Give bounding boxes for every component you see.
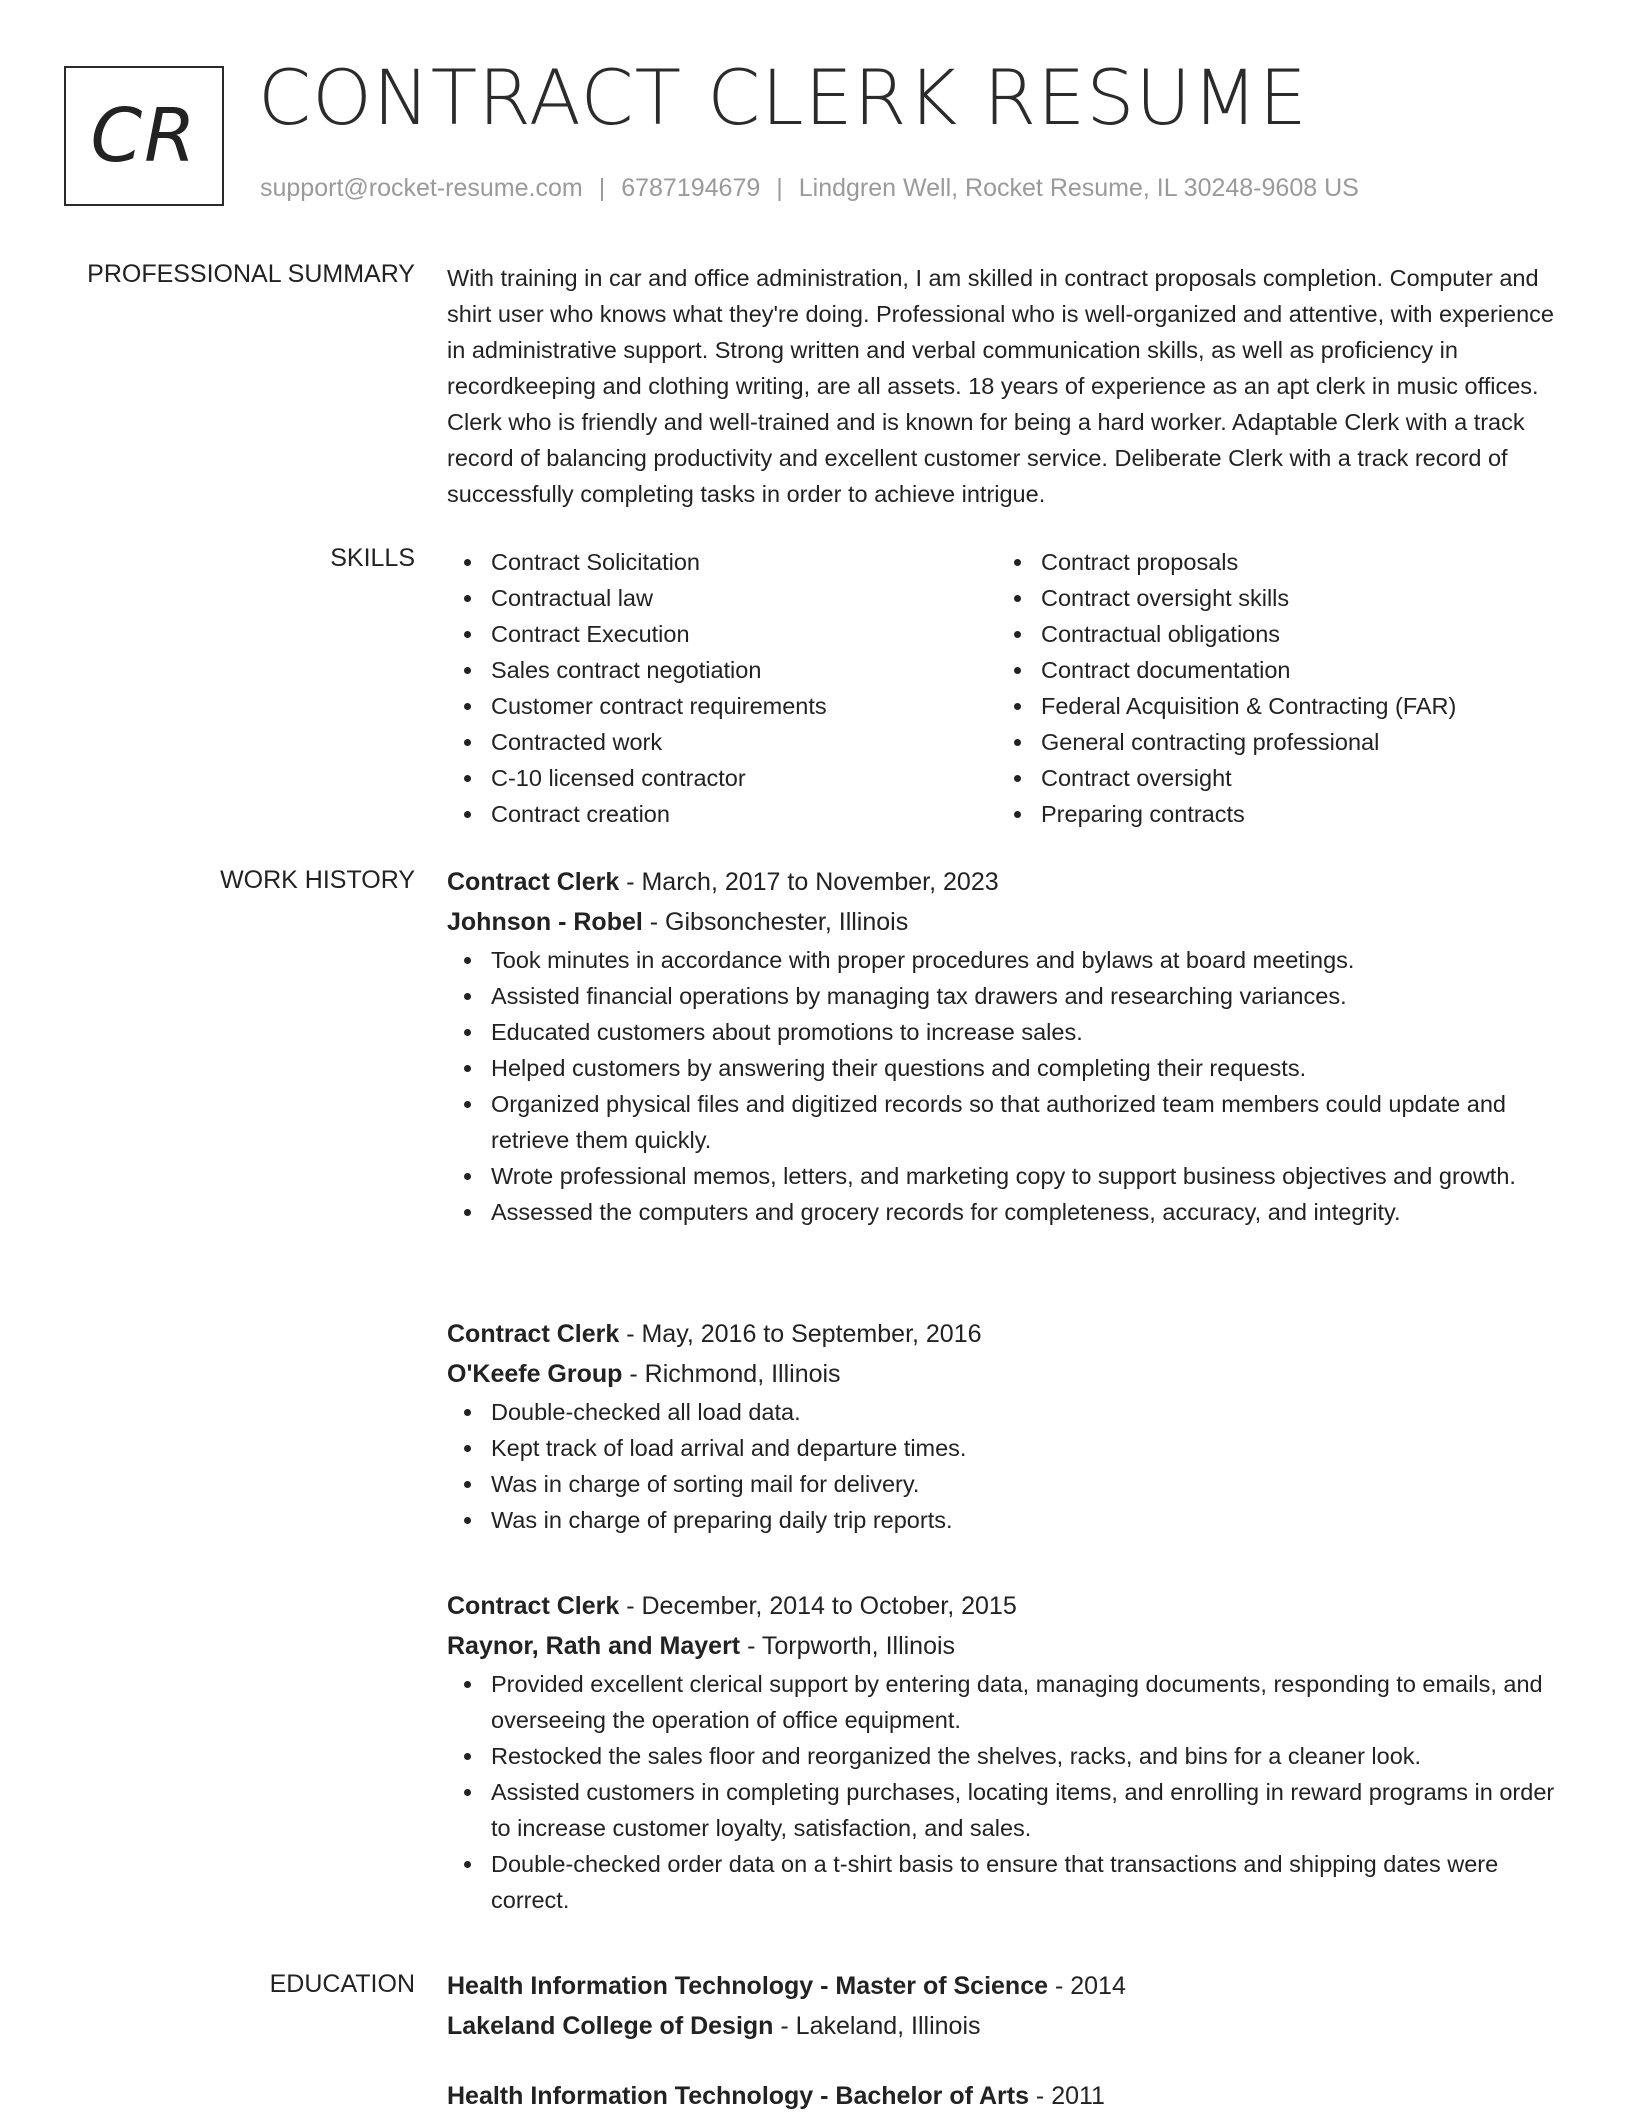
contact-separator: | (598, 174, 606, 202)
education-degree-line (447, 1966, 1562, 2006)
job-company: O'Keefe Group (447, 1360, 623, 1388)
job-company-line (447, 1626, 1562, 1666)
summary-body (447, 260, 1562, 512)
job-location: - Richmond, Illinois (622, 1360, 841, 1388)
job-dates: - May, 2016 to September, 2016 (619, 1320, 982, 1348)
contact-address: Lindgren Well, Rocket Resume, IL 30248-9608 US (798, 174, 1359, 202)
job-bullet-item: Kept track of load arrival and departure times. (447, 1430, 1562, 1466)
skills-columns (447, 544, 1562, 832)
skill-item: Contract proposals (997, 544, 1547, 580)
job-bullet-item: Helped customers by answering their questions and completing their requests. (447, 1050, 1562, 1086)
skill-item: Contracted work (447, 724, 997, 760)
job-company-line (447, 1354, 1562, 1394)
contact-email[interactable]: support@rocket-resume.com (260, 174, 583, 202)
education-school: Lakeland College of Design (447, 2012, 774, 2040)
summary-text: With training in car and office administration, I am skilled in contract proposals completion. Computer and shirt user who knows what they're doing. Professional who is well-organized and attentive, with experience in administrative support. Strong written and verbal communication skills, as well as proficiency in recordkeeping and clothing writing, are all assets. 18 years of experience as an apt clerk in music offices. Clerk who is friendly and well-trained and is known for being a hard worker. Adaptable Clerk with a track record of balancing productivity and excellent customer service. Deliberate Clerk with a track record of successfully completing tasks in order to achieve intrigue. (447, 265, 1554, 507)
skill-item: Contractual law (447, 580, 997, 616)
skills-list-left (447, 544, 997, 832)
skill-item: C-10 licensed contractor (447, 760, 997, 796)
job-bullet-item: Double-checked all load data. (447, 1394, 1562, 1430)
education-year: - 2014 (1048, 1972, 1126, 2000)
skill-item: Contract creation (447, 796, 997, 832)
section-label-education: EDUCATION (269, 1970, 415, 1998)
education-school-line (447, 2006, 1562, 2046)
job-title-line (447, 862, 1562, 902)
skill-item: Contract oversight skills (997, 580, 1547, 616)
skill-item: Federal Acquisition & Contracting (FAR) (997, 688, 1547, 724)
section-label-summary: PROFESSIONAL SUMMARY (87, 260, 415, 288)
job-bullet-item: Was in charge of preparing daily trip reports. (447, 1502, 1562, 1538)
skills-body (447, 544, 1562, 832)
job-title: Contract Clerk (447, 868, 620, 896)
skills-list-right (997, 544, 1547, 832)
education-entry (447, 1966, 1562, 2046)
skill-item: Contract oversight (997, 760, 1547, 796)
skill-item: Sales contract negotiation (447, 652, 997, 688)
job-dates: - March, 2017 to November, 2023 (619, 868, 999, 896)
monogram-logo: CR (64, 66, 224, 206)
job-bullet-list (447, 1666, 1562, 1918)
job-location: - Torpworth, Illinois (740, 1632, 956, 1660)
job-bullet-item: Double-checked order data on a t-shirt basis to ensure that transactions and shipping dates were correct. (447, 1846, 1562, 1918)
job-company-line (447, 902, 1562, 942)
contact-separator: | (776, 174, 783, 202)
contact-phone[interactable]: 6787194679 (621, 174, 761, 202)
education-location: - Lakeland, Illinois (773, 2012, 981, 2040)
skill-item: General contracting professional (997, 724, 1547, 760)
job-location: - Gibsonchester, Illinois (642, 908, 909, 936)
job-bullet-item: Organized physical files and digitized records so that authorized team members could update and retrieve them quickly. (447, 1086, 1562, 1158)
job-bullet-item: Restocked the sales floor and reorganized the shelves, racks, and bins for a cleaner look. (447, 1738, 1562, 1774)
job-dates: - December, 2014 to October, 2015 (619, 1592, 1017, 1620)
job-title-line (447, 1586, 1562, 1626)
skill-item: Contract Solicitation (447, 544, 997, 580)
skill-item: Preparing contracts (997, 796, 1547, 832)
skill-item: Customer contract requirements (447, 688, 997, 724)
skill-item: Contract Execution (447, 616, 997, 652)
resume-title: CONTRACT CLERK RESUME (258, 53, 1308, 142)
job-title: Contract Clerk (447, 1320, 620, 1348)
job-company: Johnson - Robel (447, 908, 643, 936)
job-bullet-item: Wrote professional memos, letters, and marketing copy to support business objectives and growth. (447, 1158, 1562, 1194)
job-entry (447, 1314, 1562, 1538)
education-degree: Health Information Technology - Bachelor of Arts (447, 2082, 1029, 2110)
education-year: - 2011 (1028, 2082, 1105, 2110)
job-entry (447, 1586, 1562, 1918)
education-degree-line (447, 2076, 1562, 2116)
job-bullet-list (447, 942, 1562, 1230)
section-label-skills: SKILLS (330, 544, 415, 572)
job-bullet-item: Educated customers about promotions to increase sales. (447, 1014, 1562, 1050)
section-label-work-history: WORK HISTORY (220, 866, 415, 894)
job-bullet-item: Assisted customers in completing purchases, locating items, and enrolling in reward programs in order to increase customer loyalty, satisfaction, and sales. (447, 1774, 1562, 1846)
contact-line (260, 174, 1359, 203)
education-entry (447, 2076, 1562, 2116)
skill-item: Contract documentation (997, 652, 1547, 688)
job-title: Contract Clerk (447, 1592, 620, 1620)
job-bullet-item: Assessed the computers and grocery records for completeness, accuracy, and integrity. (447, 1194, 1562, 1230)
job-bullet-list (447, 1394, 1562, 1538)
job-entry (447, 862, 1562, 1230)
job-bullet-item: Was in charge of sorting mail for delivery. (447, 1466, 1562, 1502)
job-company: Raynor, Rath and Mayert (447, 1632, 741, 1660)
job-bullet-item: Took minutes in accordance with proper procedures and bylaws at board meetings. (447, 942, 1562, 978)
education-degree: Health Information Technology - Master of Science (447, 1972, 1049, 2000)
job-title-line (447, 1314, 1562, 1354)
skill-item: Contractual obligations (997, 616, 1547, 652)
job-bullet-item: Assisted financial operations by managing tax drawers and researching variances. (447, 978, 1562, 1014)
job-bullet-item: Provided excellent clerical support by entering data, managing documents, responding to emails, and overseeing the operation of office equipment. (447, 1666, 1562, 1738)
